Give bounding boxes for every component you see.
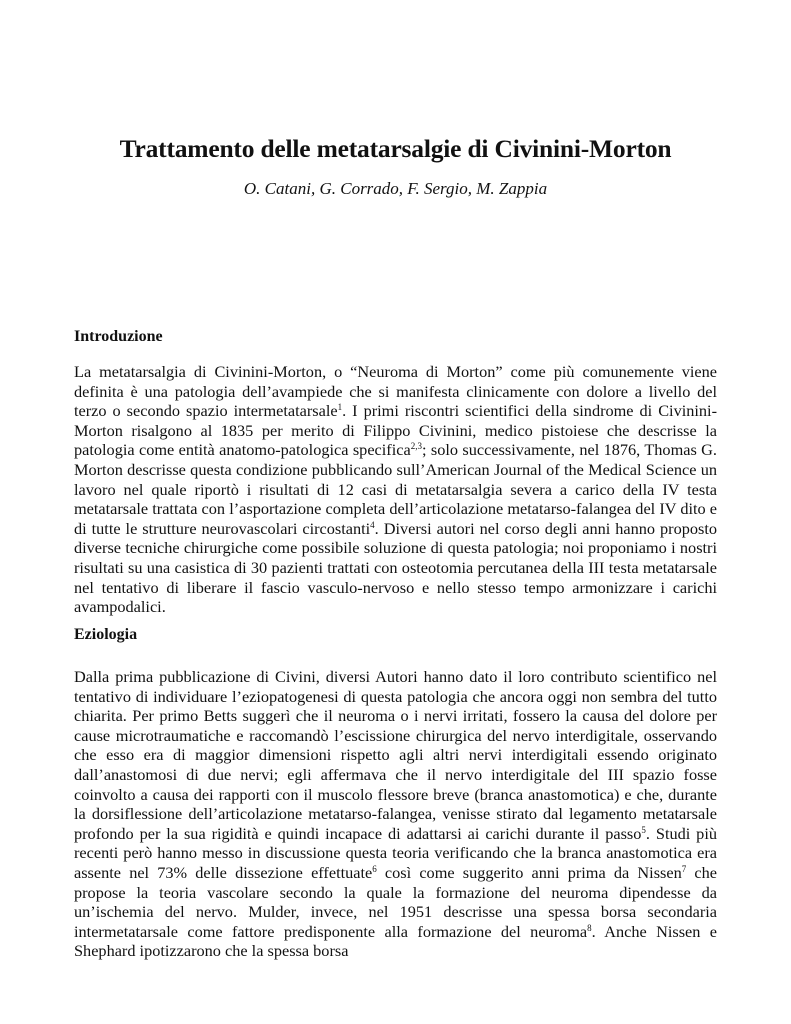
citation-ref: 7 bbox=[681, 863, 687, 874]
citation-ref: 4 bbox=[370, 519, 375, 530]
citation-ref: 2,3 bbox=[410, 441, 422, 452]
text-run: . I primi riscontri scientifici della sindrome di Civinini-Morton risalgono al 1835 per merito di Filippo Civinini, medico pistoiese che descrisse la patologia come entità anatomo-patologica specifica bbox=[74, 401, 717, 460]
text-run: ; solo successivamente, nel 1876, Thomas G. Morton descrisse questa condizione pubblicando sull’American Journal of the Medical Science un lavoro nel quale riportò i risultati di 12 casi di metatarsalgia severa a carico della IV testa metatarsale trattata con l’asportazione completa dell’articolazione metatarso-falangea del IV dito e di tutte le strutture neurovascolari circostanti bbox=[74, 440, 718, 538]
citation-ref: 5 bbox=[641, 824, 646, 835]
eziologia-paragraph bbox=[74, 667, 717, 961]
section-heading-eziologia: Eziologia bbox=[74, 626, 138, 643]
paper-title: Trattamento delle metatarsalgie di Civinini-Morton bbox=[119, 134, 672, 163]
author-list: O. Catani, G. Corrado, F. Sergio, M. Zappia bbox=[243, 179, 548, 198]
section-heading-introduzione: Introduzione bbox=[74, 328, 163, 345]
citation-ref: 1 bbox=[337, 402, 343, 413]
introduzione-paragraph bbox=[74, 362, 717, 617]
text-run: . Anche Nissen e Shephard ipotizzarono che la spessa borsa bbox=[74, 921, 717, 961]
text-run: che propose la teoria vascolare secondo la quale la formazione del neuroma dipendesse da un’ischemia del nervo. Mulder, invece, nel 1951 descrisse una spessa borsa secondaria intermetatarsale come fattore predisponente alla formazione del neuroma bbox=[74, 862, 718, 941]
text-run: Dalla prima pubblicazione di Civini, diversi Autori hanno dato il loro contributo scientifico nel tentativo di individuare l’eziopatogenesi di questa patologia che ancora oggi non sembra del tutto chiarita. Per primo Betts suggerì che il neuroma o i nervi irritati, fossero la causa del dolore per cause microtraumatiche e raccomandò l’escissione chirurgica del nervo interdigitale, osservando che esso era di maggior dimensioni rispetto agli altri nervi interdigitali essendo originato dall’anastomosi di due nervi; egli affermava che il nervo interdigitale del III spazio fosse coinvolto a causa dei rapporti con il muscolo flessore breve (branca anastomotica) e che, durante la dorsiflessione dell’articolazione metatarso-falangea, venisse stirato dal legamento metatarsale profondo per la sua rigidità e quindi incapace di adattarsi ai carichi durante il passo bbox=[74, 667, 717, 843]
text-run: La metatarsalgia di Civinini-Morton, o “Neuroma di Morton” come più comunemente viene definita è una patologia dell’avampiede che si manifesta clinicamente con dolore a livello del terzo o secondo spazio intermetatarsale bbox=[74, 362, 717, 421]
text-run: . Diversi autori nel corso degli anni hanno proposto diverse tecniche chirurgiche come possibile soluzione di questa patologia; noi proponiamo i nostri risultati su una casistica di 30 pazienti trattati con osteotomia percutanea della III testa metatarsale nel tentativo di liberare il fascio vasculo-nervoso e nello stesso tempo armonizzare i carichi avampodalici. bbox=[74, 518, 718, 617]
citation-ref: 8 bbox=[587, 922, 592, 933]
citation-ref: 6 bbox=[372, 863, 377, 874]
text-run: . Studi più recenti però hanno messo in discussione questa teoria verificando che la branca anastomotica era assente nel 73% delle dissezione effettuate bbox=[74, 823, 717, 882]
text-run: così come suggerito anni prima da Nissen bbox=[376, 862, 682, 882]
